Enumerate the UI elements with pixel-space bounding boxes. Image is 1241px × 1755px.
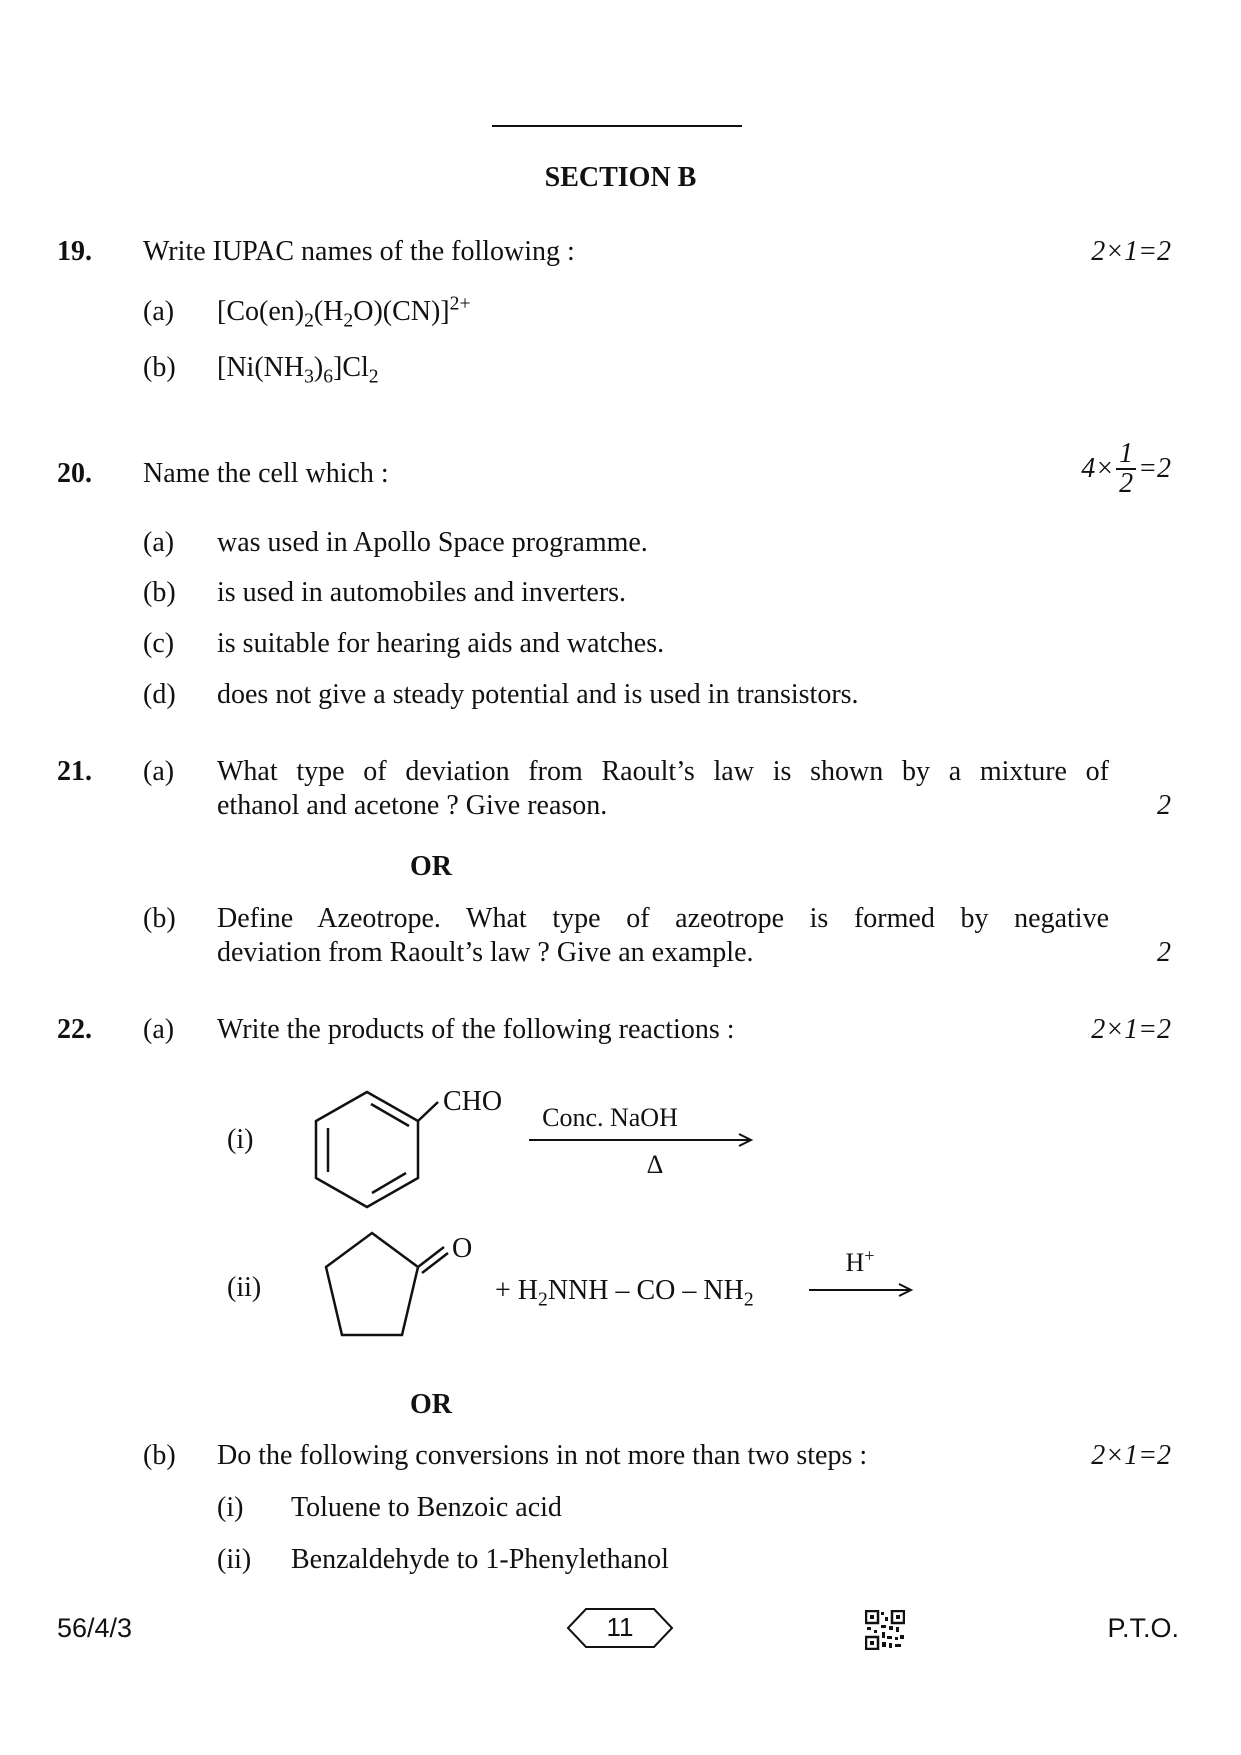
q22-part-b-text: Do the following conversions in not more than two steps : xyxy=(217,1440,868,1471)
q20-part-d-text: does not give a steady potential and is used in transistors. xyxy=(217,679,859,710)
q21-part-a-line2: ethanol and acetone ? Give reason. xyxy=(217,790,608,821)
reaction-1-label: (i) xyxy=(227,1124,254,1155)
question-number-21: 21. xyxy=(57,756,92,787)
q22-b-i-label: (i) xyxy=(217,1492,244,1523)
question-number-19: 19. xyxy=(57,236,92,267)
reaction-1-reagent-top: Conc. NaOH xyxy=(542,1103,678,1132)
q21-part-b-line1: Define Azeotrope. What type of azeotrope is formed by negative xyxy=(217,903,1109,934)
q22-part-b-marks: 2×1=2 xyxy=(1091,1440,1171,1471)
q19-part-a-label: (a) xyxy=(143,296,175,327)
marks-suffix: =2 xyxy=(1138,453,1171,484)
q19-part-b-formula: $[Ni(NH_3)_6]Cl_2$ xyxy=(217,352,379,388)
q20-part-a-text: was used in Apollo Space programme. xyxy=(217,527,648,558)
marks-fraction xyxy=(1116,440,1136,498)
aldehyde-group-label: CHO xyxy=(443,1086,503,1117)
top-rule xyxy=(492,125,742,127)
q19-part-b-label: (b) xyxy=(143,352,176,383)
q22-part-a-text: Write the products of the following reactions : xyxy=(217,1014,735,1045)
q20-part-a-label: (a) xyxy=(143,527,175,558)
section-title: SECTION B xyxy=(544,162,697,193)
qr-code-icon xyxy=(865,1610,905,1650)
question-number-22: 22. xyxy=(57,1014,92,1045)
q20-part-c-text: is suitable for hearing aids and watches. xyxy=(217,628,665,659)
benzene-ring-structure xyxy=(300,1080,440,1210)
page-number-badge xyxy=(566,1607,674,1649)
q20-part-b-label: (b) xyxy=(143,577,176,608)
reaction-1-arrow xyxy=(527,1130,757,1150)
question-19-marks: 2×1=2 xyxy=(1091,236,1171,267)
page-number: 11 xyxy=(606,1612,634,1642)
q21-part-a-marks: 2 xyxy=(1157,790,1171,821)
q21-part-b-label: (b) xyxy=(143,903,176,934)
q19-part-a-formula: $[Co(en)_2(H_2O)(CN)]^{2+}$ xyxy=(217,293,471,332)
reaction-2-label: (ii) xyxy=(227,1272,262,1303)
reaction-2-reagent-top: H+ xyxy=(845,1245,875,1277)
question-20-marks xyxy=(1081,440,1171,498)
q21-part-a-label: (a) xyxy=(143,756,175,787)
q20-part-d-label: (d) xyxy=(143,679,176,710)
carbonyl-oxygen-label: O xyxy=(452,1233,473,1264)
fraction-numerator: 1 xyxy=(1116,440,1136,470)
fraction-denominator: 2 xyxy=(1119,468,1134,499)
q22-part-a-label: (a) xyxy=(143,1014,175,1045)
question-19-text: Write IUPAC names of the following : xyxy=(143,236,575,267)
question-number-20: 20. xyxy=(57,458,92,489)
q22-or: OR xyxy=(410,1389,452,1420)
reaction-1-reagent-bottom: Δ xyxy=(646,1150,664,1179)
question-20-text: Name the cell which : xyxy=(143,458,389,489)
q22-b-i-text: Toluene to Benzoic acid xyxy=(291,1492,562,1523)
q21-or: OR xyxy=(410,851,452,882)
reaction-2-reactant: + $H_2NNH$ – CO – $NH_2$ xyxy=(495,1275,754,1311)
q20-part-c-label: (c) xyxy=(143,628,175,659)
q22-part-a-marks: 2×1=2 xyxy=(1091,1014,1171,1045)
paper-code: 56/4/3 xyxy=(57,1613,133,1643)
q21-part-a-line1: What type of deviation from Raoult’s law is shown by a mixture of xyxy=(217,756,1109,787)
q22-b-ii-text: Benzaldehyde to 1-Phenylethanol xyxy=(291,1544,669,1575)
reaction-2-arrow xyxy=(807,1280,917,1300)
q21-part-b-line2: deviation from Raoult’s law ? Give an example. xyxy=(217,937,754,968)
marks-prefix: 4× xyxy=(1081,453,1115,484)
q20-part-b-text: is used in automobiles and inverters. xyxy=(217,577,627,608)
q21-part-b-marks: 2 xyxy=(1157,937,1171,968)
please-turn-over: P.T.O. xyxy=(1107,1613,1179,1643)
q22-b-ii-label: (ii) xyxy=(217,1544,252,1575)
q22-part-b-label: (b) xyxy=(143,1440,176,1471)
